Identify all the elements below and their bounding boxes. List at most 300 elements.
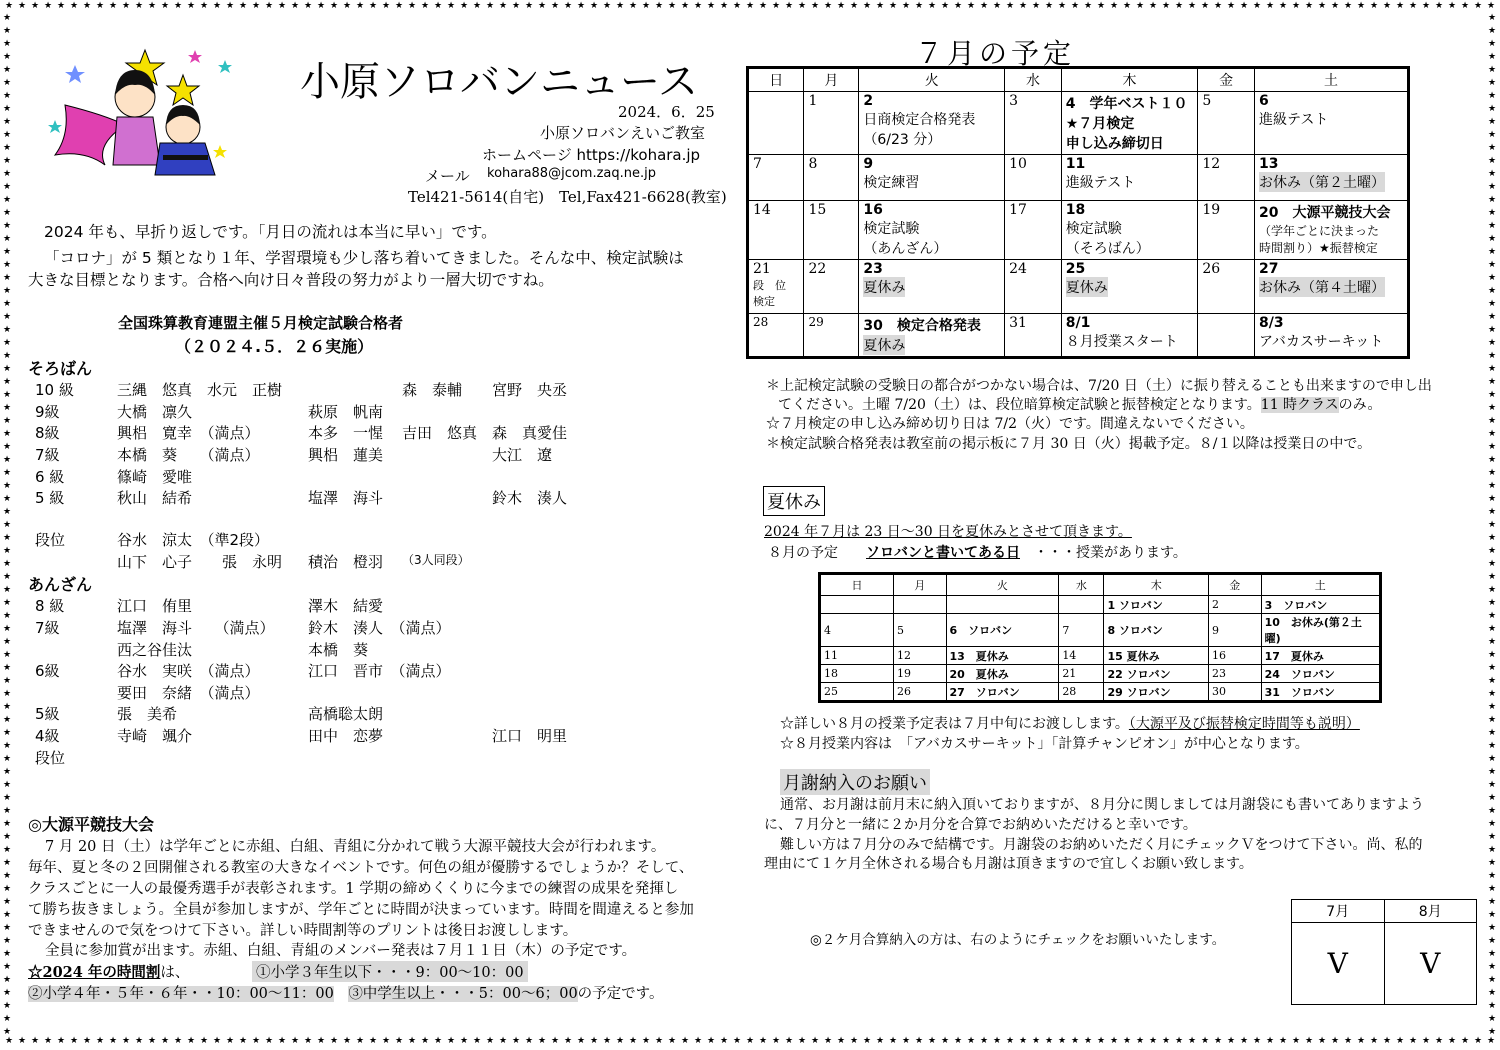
border-star: ★ <box>1488 702 1497 712</box>
results-heading: 全国珠算教育連盟主催５月検定試験合格者 <box>118 314 404 332</box>
border-star: ★ <box>3 767 12 777</box>
august-day: 7 <box>1059 614 1104 647</box>
border-star: ★ <box>3 845 12 855</box>
calendar-day <box>748 155 804 201</box>
schedule-slot-1: ①小学３年生以下・・・9：00〜10：00 <box>252 961 528 982</box>
border-star: ★ <box>83 1036 92 1046</box>
weekday-header: 火 <box>946 574 1059 596</box>
border-star: ★ <box>3 650 12 660</box>
border-star: ★ <box>3 715 12 725</box>
border-star: ★ <box>707 1 716 11</box>
calendar-day <box>1061 314 1198 358</box>
border-star: ★ <box>265 1 274 11</box>
border-star: ★ <box>1488 793 1497 803</box>
event-text: 全員に参加賞が出ます。赤組、白組、青組のメンバー発表は７月１１日（木）の予定です。 <box>45 943 637 959</box>
border-star: ★ <box>447 1036 456 1046</box>
border-star: ★ <box>122 1036 131 1046</box>
day-number: 2 <box>863 93 874 109</box>
border-star: ★ <box>3 429 12 439</box>
border-star: ★ <box>850 1 859 11</box>
calendar-day <box>1254 314 1408 358</box>
border-star: ★ <box>1488 637 1497 647</box>
calendar-day <box>804 155 859 201</box>
border-star: ★ <box>3 936 12 946</box>
border-star: ★ <box>1488 650 1497 660</box>
border-star: ★ <box>1201 1 1210 11</box>
border-star: ★ <box>226 1036 235 1046</box>
day-number: 10 <box>1009 156 1027 172</box>
border-star: ★ <box>1097 1 1106 11</box>
border-star: ★ <box>1071 1 1080 11</box>
grade-label: 4級 <box>35 727 60 745</box>
border-star: ★ <box>1488 923 1497 933</box>
weekday-header: 水 <box>1059 574 1104 596</box>
border-star: ★ <box>3 832 12 842</box>
border-star: ★ <box>3 416 12 426</box>
border-star: ★ <box>3 364 12 374</box>
border-star: ★ <box>213 1036 222 1046</box>
august-day: 9 <box>1209 614 1262 647</box>
results-date: （２０２４.５．２６実施） <box>175 337 374 356</box>
passer-name: 澤木 結愛 <box>308 597 384 615</box>
border-star: ★ <box>3 91 12 101</box>
aug-note: ☆８月授業内容は 「アバカスサーキット」「計算チャンピオン」が中心となります。 <box>780 736 1309 752</box>
august-day: 24 ソロバン <box>1261 665 1380 683</box>
border-star: ★ <box>1370 1 1379 11</box>
border-star: ★ <box>1162 1 1171 11</box>
day-event: 日商検定合格発表 （6/23 分） <box>863 112 976 148</box>
august-day: 31 ソロバン <box>1261 683 1380 702</box>
border-star: ★ <box>3 273 12 283</box>
august-day: 4 <box>820 614 894 647</box>
border-star: ★ <box>1488 507 1497 517</box>
schedule-slot-3: ③中学生以上・・・5：00〜6；00 <box>348 986 578 1002</box>
border-star: ★ <box>3 52 12 62</box>
passer-name: 本橋 葵 （満点） <box>117 446 260 464</box>
border-star: ★ <box>3 572 12 582</box>
summer-text: 2024 年７月は 23 日〜30 日を夏休みとさせて頂きます。 <box>764 524 1132 540</box>
border-star: ★ <box>1266 1036 1275 1046</box>
day-number: 31 <box>1009 315 1027 331</box>
note-highlight: 11 時クラス <box>1260 397 1339 413</box>
border-star: ★ <box>954 1 963 11</box>
border-star: ★ <box>3 208 12 218</box>
border-star: ★ <box>1488 611 1497 621</box>
border-star: ★ <box>850 1036 859 1046</box>
border-star: ★ <box>876 1 885 11</box>
border-star: ★ <box>1488 767 1497 777</box>
border-star: ★ <box>252 1 261 11</box>
august-day: 16 <box>1209 647 1262 665</box>
border-star: ★ <box>1488 364 1497 374</box>
border-star: ★ <box>746 1 755 11</box>
border-star: ★ <box>3 234 12 244</box>
border-star: ★ <box>278 1036 287 1046</box>
calendar-day <box>1005 314 1062 358</box>
grade-label: 5 級 <box>35 489 65 507</box>
border-star: ★ <box>889 1 898 11</box>
border-star: ★ <box>1045 1036 1054 1046</box>
border-star: ★ <box>1058 1036 1067 1046</box>
day-number: 11 <box>1065 156 1086 172</box>
border-star: ★ <box>174 1036 183 1046</box>
august-day <box>946 596 1059 614</box>
border-star: ★ <box>1032 1036 1041 1046</box>
border-star: ★ <box>1488 312 1497 322</box>
grade-label: 10 級 <box>35 381 74 399</box>
border-star: ★ <box>473 1036 482 1046</box>
border-star: ★ <box>1253 1 1262 11</box>
border-star: ★ <box>967 1 976 11</box>
calendar-day <box>1061 260 1198 314</box>
border-star: ★ <box>3 533 12 543</box>
border-star: ★ <box>1058 1 1067 11</box>
border-star: ★ <box>343 1 352 11</box>
border-star: ★ <box>642 1036 651 1046</box>
day-number: 5 <box>1202 93 1212 109</box>
border-star: ★ <box>5 1036 14 1046</box>
issue-date: 2024．6．25 <box>618 103 715 121</box>
passer-name: 江口 晋市 （満点） <box>308 662 451 680</box>
border-star: ★ <box>44 1036 53 1046</box>
border-star: ★ <box>980 1 989 11</box>
border-star: ★ <box>733 1 742 11</box>
border-star: ★ <box>1110 1036 1119 1046</box>
border-star: ★ <box>1488 130 1497 140</box>
border-star: ★ <box>1488 481 1497 491</box>
border-star: ★ <box>1279 1036 1288 1046</box>
august-day: 29 ソロバン <box>1104 683 1209 702</box>
passer-name: 谷水 涼太 （準2段） <box>117 531 270 549</box>
border-star: ★ <box>3 819 12 829</box>
border-star: ★ <box>96 1036 105 1046</box>
border-star: ★ <box>109 1036 118 1046</box>
passer-name: 吉田 悠真 森 真愛佳 <box>402 424 568 442</box>
border-star: ★ <box>1488 546 1497 556</box>
day-event: （学年ごとに決まった 時間割り）★振替検定 <box>1258 224 1379 255</box>
border-star: ★ <box>70 1036 79 1046</box>
border-star: ★ <box>44 1 53 11</box>
border-star: ★ <box>1292 1036 1301 1046</box>
border-star: ★ <box>434 1036 443 1046</box>
day-number: 28 <box>753 315 769 329</box>
note-line: ＊検定試験合格発表は教室前の掲示板に７月 30 日（火）掲載予定。８/１以降は授業日の中で。 <box>766 436 1372 452</box>
border-star: ★ <box>3 403 12 413</box>
border-star: ★ <box>733 1036 742 1046</box>
august-day: 14 <box>1059 647 1104 665</box>
border-star: ★ <box>759 1 768 11</box>
august-day: 5 <box>893 614 946 647</box>
august-day: 27 ソロバン <box>946 683 1059 702</box>
border-star: ★ <box>1488 754 1497 764</box>
border-star: ★ <box>3 559 12 569</box>
passer-name: 江口 侑里 <box>117 597 193 615</box>
border-star: ★ <box>499 1 508 11</box>
passer-name: （3人同段） <box>402 553 470 567</box>
grade-label: 6級 <box>35 662 60 680</box>
border-star: ★ <box>3 728 12 738</box>
day-number: 9 <box>863 156 874 172</box>
august-day: 3 ソロバン <box>1261 596 1380 614</box>
border-star: ★ <box>3 1027 12 1037</box>
border-star: ★ <box>1488 741 1497 751</box>
weekday-header: 火 <box>859 68 1005 92</box>
border-star: ★ <box>928 1036 937 1046</box>
border-star: ★ <box>1084 1036 1093 1046</box>
border-star: ★ <box>1045 1 1054 11</box>
grade-label: 5級 <box>35 705 60 723</box>
border-star: ★ <box>1488 1001 1497 1011</box>
border-star: ★ <box>200 1036 209 1046</box>
border-star: ★ <box>538 1 547 11</box>
soroban-label: そろばん <box>28 359 93 378</box>
border-star: ★ <box>1227 1 1236 11</box>
fee-note: ◎２ケ月合算納入の方は、右のようにチェックをお願いいたします。 <box>810 932 1226 948</box>
august-day: 10 お休み(第２土曜) <box>1261 614 1380 647</box>
border-star: ★ <box>395 1 404 11</box>
border-star: ★ <box>525 1 534 11</box>
border-star: ★ <box>1032 1 1041 11</box>
border-star: ★ <box>1136 1036 1145 1046</box>
border-star: ★ <box>1240 1036 1249 1046</box>
day-number: 12 <box>1202 156 1221 172</box>
passer-name: 鈴木 湊人 （満点） <box>308 619 451 637</box>
border-star: ★ <box>1488 260 1497 270</box>
border-star: ★ <box>1188 1 1197 11</box>
calendar-day <box>1198 92 1255 155</box>
border-star: ★ <box>3 897 12 907</box>
border-star: ★ <box>1488 26 1497 36</box>
fee-check-july[interactable]: V <box>1292 923 1385 1005</box>
border-star: ★ <box>3 39 12 49</box>
border-star: ★ <box>1240 1 1249 11</box>
passer-name: 積治 橙羽 <box>308 553 384 571</box>
border-star: ★ <box>1488 195 1497 205</box>
august-day: 1 ソロバン <box>1104 596 1209 614</box>
border-star: ★ <box>3 104 12 114</box>
day-number: 4 学年ベスト１０ ★７月検定 申し込み締切日 <box>1065 96 1188 152</box>
border-star: ★ <box>3 299 12 309</box>
border-star: ★ <box>3 195 12 205</box>
border-star: ★ <box>252 1036 261 1046</box>
fee-text: に、７月分と一緒に２か月分を合算でお納めいただけると幸いです。 <box>764 817 1197 833</box>
border-star: ★ <box>187 1036 196 1046</box>
calendar-day <box>748 260 804 314</box>
border-star: ★ <box>1488 104 1497 114</box>
border-star: ★ <box>603 1036 612 1046</box>
border-star: ★ <box>1214 1 1223 11</box>
passer-name: 興梠 寛幸 （満点） <box>117 424 260 442</box>
border-star: ★ <box>1488 988 1497 998</box>
border-star: ★ <box>3 65 12 75</box>
border-star: ★ <box>1435 1 1444 11</box>
weekday-header: 日 <box>748 68 804 92</box>
border-star: ★ <box>382 1 391 11</box>
border-star: ★ <box>57 1036 66 1046</box>
border-star: ★ <box>655 1 664 11</box>
border-star: ★ <box>1149 1036 1158 1046</box>
day-number: 13 <box>1258 156 1279 172</box>
day-number: 26 <box>1202 261 1221 277</box>
passer-name: 大江 遼 <box>492 446 553 464</box>
homepage[interactable]: ホームページ https://kohara.jp <box>482 146 701 164</box>
border-star: ★ <box>772 1036 781 1046</box>
border-star: ★ <box>902 1036 911 1046</box>
border-star: ★ <box>1019 1036 1028 1046</box>
border-star: ★ <box>1318 1036 1327 1046</box>
border-star: ★ <box>720 1036 729 1046</box>
border-star: ★ <box>3 689 12 699</box>
passer-name: 森 泰輔 <box>402 381 463 399</box>
border-star: ★ <box>1461 1036 1470 1046</box>
border-star: ★ <box>1331 1036 1340 1046</box>
calendar-day <box>1254 260 1408 314</box>
border-star: ★ <box>148 1 157 11</box>
border-star: ★ <box>1488 156 1497 166</box>
border-star: ★ <box>1110 1 1119 11</box>
day-event: お休み（第２土曜） <box>1259 172 1385 192</box>
passer-name: 山下 心子 張 永明 <box>117 553 283 571</box>
day-number: 21 <box>753 261 771 277</box>
border-star: ★ <box>824 1036 833 1046</box>
calendar-day <box>1198 314 1255 358</box>
schedule-ha: は、 <box>160 965 190 981</box>
border-star: ★ <box>291 1036 300 1046</box>
border-star: ★ <box>1123 1036 1132 1046</box>
day-event: 夏休み <box>863 277 905 297</box>
border-star: ★ <box>460 1036 469 1046</box>
border-star: ★ <box>3 26 12 36</box>
border-star: ★ <box>863 1 872 11</box>
border-star: ★ <box>1488 884 1497 894</box>
july-calendar <box>746 66 1410 359</box>
border-star: ★ <box>915 1036 924 1046</box>
august-day: 17 夏休み <box>1261 647 1380 665</box>
border-star: ★ <box>1488 962 1497 972</box>
mail-address[interactable]: kohara88@jcom.zaq.ne.jp <box>487 166 656 181</box>
passer-name: 江口 明里 <box>492 727 568 745</box>
border-star: ★ <box>304 1 313 11</box>
star-icon <box>48 120 62 133</box>
august-day <box>1059 596 1104 614</box>
border-star: ★ <box>1488 273 1497 283</box>
border-star: ★ <box>1488 975 1497 985</box>
august-day: 11 <box>820 647 894 665</box>
border-star: ★ <box>1396 1036 1405 1046</box>
border-star: ★ <box>1488 1027 1497 1037</box>
border-star: ★ <box>1488 663 1497 673</box>
weekday-header: 金 <box>1209 574 1262 596</box>
calendar-day <box>1254 155 1408 201</box>
calendar-day <box>1198 260 1255 314</box>
border-star: ★ <box>1488 598 1497 608</box>
august-day: 21 <box>1059 665 1104 683</box>
border-star: ★ <box>3 598 12 608</box>
day-number: 29 <box>808 315 824 329</box>
border-star: ★ <box>1488 858 1497 868</box>
border-star: ★ <box>837 1 846 11</box>
border-star: ★ <box>1488 949 1497 959</box>
tanabata-illustration <box>45 45 250 195</box>
border-star: ★ <box>421 1036 430 1046</box>
august-day <box>893 596 946 614</box>
border-star: ★ <box>291 1 300 11</box>
border-star: ★ <box>1488 897 1497 907</box>
schedule-slot-2: ②小学４年・５年・６年・・10：00〜11：00 <box>28 986 334 1002</box>
border-star: ★ <box>330 1036 339 1046</box>
border-star: ★ <box>759 1036 768 1046</box>
calendar-day <box>804 314 859 358</box>
fee-check-aug[interactable]: V <box>1384 923 1477 1005</box>
day-number: 23 <box>863 261 883 277</box>
border-star: ★ <box>785 1 794 11</box>
border-star: ★ <box>1175 1036 1184 1046</box>
border-star: ★ <box>1292 1 1301 11</box>
calendar-day <box>804 92 859 155</box>
calendar-day <box>1198 155 1255 201</box>
border-star: ★ <box>1488 351 1497 361</box>
border-star: ★ <box>3 481 12 491</box>
day-number: 8/1 <box>1065 315 1091 331</box>
border-star: ★ <box>1305 1036 1314 1046</box>
border-star: ★ <box>3 143 12 153</box>
day-event: アバカスサーキット <box>1258 334 1384 350</box>
border-star: ★ <box>3 156 12 166</box>
aug-soroban-note: ソロバンと書いてある日 <box>866 545 1020 561</box>
border-star: ★ <box>1318 1 1327 11</box>
border-star: ★ <box>915 1 924 11</box>
border-star: ★ <box>3 247 12 257</box>
border-star: ★ <box>1488 728 1497 738</box>
border-star: ★ <box>304 1036 313 1046</box>
border-star: ★ <box>1488 117 1497 127</box>
calendar-day <box>1005 201 1062 260</box>
border-star: ★ <box>1488 416 1497 426</box>
border-star: ★ <box>499 1036 508 1046</box>
border-star: ★ <box>3 468 12 478</box>
border-star: ★ <box>928 1 937 11</box>
border-star: ★ <box>1488 221 1497 231</box>
border-star: ★ <box>3 871 12 881</box>
border-star: ★ <box>1331 1 1340 11</box>
day-event: お休み（第４土曜） <box>1259 277 1385 297</box>
weekday-header: 木 <box>1061 68 1198 92</box>
border-star: ★ <box>941 1 950 11</box>
border-star: ★ <box>551 1 560 11</box>
border-star: ★ <box>668 1 677 11</box>
border-star: ★ <box>1488 13 1497 23</box>
border-star: ★ <box>1097 1036 1106 1046</box>
weekday-header: 土 <box>1254 68 1408 92</box>
border-star: ★ <box>1019 1 1028 11</box>
border-star: ★ <box>1175 1 1184 11</box>
border-star: ★ <box>1136 1 1145 11</box>
august-day: 25 <box>820 683 894 702</box>
border-star: ★ <box>3 455 12 465</box>
border-star: ★ <box>473 1 482 11</box>
border-star: ★ <box>1488 403 1497 413</box>
border-star: ★ <box>512 1 521 11</box>
border-star: ★ <box>798 1 807 11</box>
fee-check-table <box>1291 899 1477 1005</box>
border-star: ★ <box>161 1 170 11</box>
border-star: ★ <box>3 390 12 400</box>
border-star: ★ <box>1488 91 1497 101</box>
border-star: ★ <box>3 286 12 296</box>
border-star: ★ <box>1474 1036 1483 1046</box>
august-day: 18 <box>820 665 894 683</box>
calendar-day <box>1254 201 1408 260</box>
